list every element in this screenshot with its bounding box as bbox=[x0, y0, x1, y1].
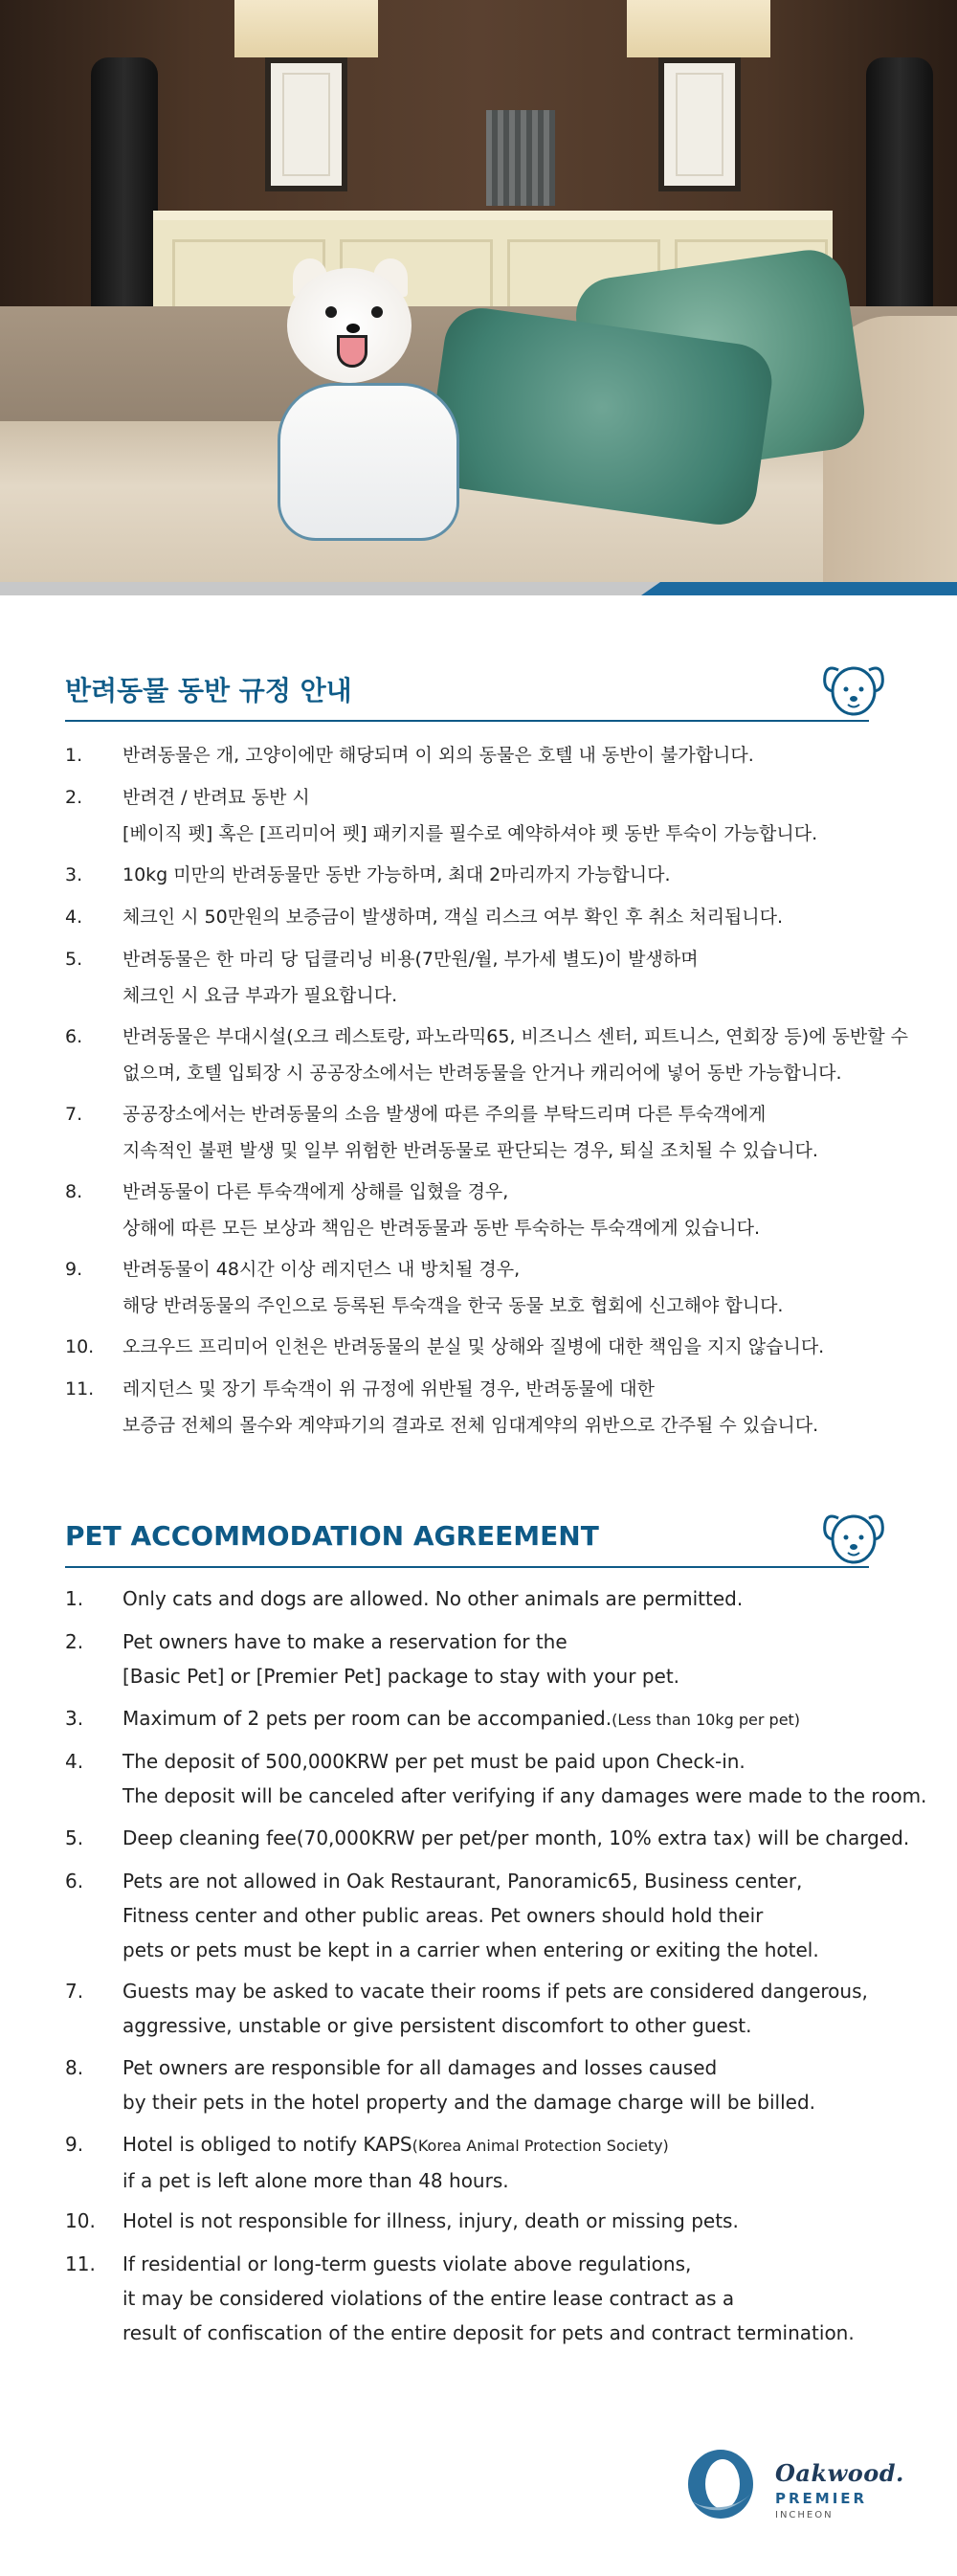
korean-section-title: 반려동물 동반 규정 안내 bbox=[65, 675, 352, 706]
lamp-base-left bbox=[265, 57, 347, 191]
lamp-shade-left bbox=[234, 0, 378, 57]
lamp-shade-right bbox=[627, 0, 770, 57]
speaker-left bbox=[91, 57, 158, 335]
lamp-base-right bbox=[658, 57, 741, 191]
oakwood-emblem-icon bbox=[682, 2446, 759, 2522]
dog-icon bbox=[819, 659, 888, 720]
dog-eye-right bbox=[371, 306, 383, 318]
korean-title-rule bbox=[65, 720, 869, 722]
decor-art bbox=[486, 110, 555, 206]
english-section-title: PET ACCOMMODATION AGREEMENT bbox=[65, 1520, 599, 1552]
logo-tier: PREMIER bbox=[775, 2490, 868, 2507]
oakwood-logo bbox=[682, 2446, 902, 2532]
dog-icon bbox=[819, 1507, 888, 1568]
speaker-right bbox=[866, 57, 933, 335]
dog-mouth bbox=[337, 335, 367, 368]
english-title-rule bbox=[65, 1566, 869, 1568]
dog-body bbox=[278, 383, 459, 541]
hero-divider-blue bbox=[641, 582, 957, 595]
logo-wordmark: Oakwood. bbox=[775, 2459, 904, 2487]
logo-city: INCHEON bbox=[775, 2510, 834, 2520]
dog-nose bbox=[346, 324, 360, 333]
hero-photo bbox=[0, 0, 957, 582]
dog-eye-left bbox=[325, 306, 337, 318]
